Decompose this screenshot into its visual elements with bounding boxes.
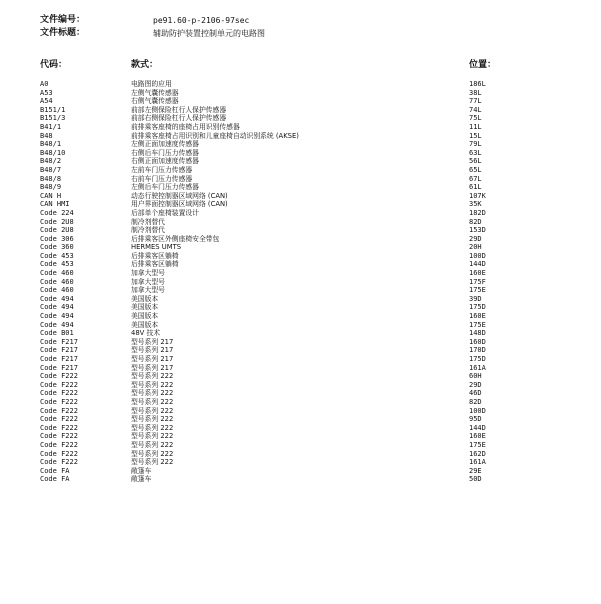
row-position: 153D (469, 226, 486, 235)
row-description: 美国版本 (131, 294, 159, 303)
table-row (40, 458, 580, 467)
table-row (40, 450, 580, 459)
row-code: Code F222 (40, 423, 78, 432)
row-code: Code B01 (40, 329, 74, 338)
row-position: 182D (469, 208, 486, 217)
row-code: B48/2 (40, 157, 62, 166)
row-position: 11L (469, 122, 482, 131)
row-code: A54 (40, 97, 53, 106)
row-code: Code 453 (40, 251, 74, 260)
table-row (40, 355, 580, 364)
row-code: A0 (40, 80, 49, 88)
row-description: 后部单个座椅装置设计 (131, 208, 199, 217)
row-position: 95D (469, 415, 482, 424)
row-position: 148D (469, 329, 486, 338)
row-code: Code F222 (40, 432, 78, 441)
row-description: 美国版本 (131, 320, 159, 329)
table-row (40, 157, 580, 166)
row-description: 型号系列 222 (131, 458, 174, 467)
row-code: CAN HMI (40, 200, 70, 209)
row-code: Code FA (40, 466, 70, 475)
row-code: B151/3 (40, 114, 66, 123)
row-position: 100D (469, 251, 486, 260)
row-description: 美国版本 (131, 312, 159, 321)
row-position: 160E (469, 432, 486, 441)
row-position: 162D (469, 449, 486, 458)
row-description: 左侧气囊传感器 (131, 88, 179, 97)
row-position: 75L (469, 114, 482, 123)
row-code: Code 453 (40, 260, 74, 269)
row-description: 型号系列 222 (131, 432, 174, 441)
document-number-value: pe91.60-p-2106-97sec (153, 16, 250, 25)
row-position: 170D (469, 346, 486, 355)
row-code: Code F222 (40, 415, 78, 424)
table-row (40, 192, 580, 201)
row-description: 加拿大型号 (131, 286, 165, 295)
document-number-label: 文件编号： (40, 15, 86, 25)
row-code: Code 306 (40, 234, 74, 243)
table-row (40, 424, 580, 433)
row-position: 100D (469, 406, 486, 415)
table-row (40, 200, 580, 209)
row-description: 加拿大型号 (131, 277, 165, 286)
row-description: 敞篷车 (131, 466, 152, 475)
row-description: 型号系列 222 (131, 380, 174, 389)
table-row (40, 80, 580, 89)
table-row (40, 389, 580, 398)
row-code: Code F222 (40, 458, 78, 467)
table-row (40, 415, 580, 424)
row-position: 175D (469, 355, 486, 363)
row-position: 29D (469, 234, 482, 243)
table-row (40, 321, 580, 330)
row-position: 82D (469, 397, 482, 406)
table-header (40, 58, 580, 72)
table-row (40, 269, 580, 278)
row-description: 后排乘客区躺椅 (131, 260, 179, 269)
table-row (40, 260, 580, 269)
row-position: 82D (469, 217, 482, 226)
row-code: Code F217 (40, 363, 78, 372)
row-position: 160E (469, 312, 486, 321)
table-row (40, 372, 580, 381)
row-description: 型号系列 222 (131, 449, 174, 458)
table-row (40, 432, 580, 441)
row-position: 175E (469, 286, 486, 295)
row-position: 144D (469, 260, 486, 269)
row-description: 型号系列 222 (131, 372, 174, 381)
row-position: 186L (469, 80, 486, 88)
row-position: 29D (469, 380, 482, 389)
table-row (40, 226, 580, 235)
table-row (40, 218, 580, 227)
row-code: Code F222 (40, 440, 78, 449)
table-row (40, 475, 580, 484)
table-row (40, 338, 580, 347)
row-code: Code 2U8 (40, 217, 74, 226)
row-description: 前部左侧保险杠行人保护传感器 (131, 105, 227, 114)
row-description: 前排乘客座椅占用识别和儿童座椅自动识别系统 (AKSE) (131, 131, 299, 140)
row-position: 175D (469, 303, 486, 312)
row-description: 型号系列 222 (131, 423, 174, 432)
row-code: B41/1 (40, 122, 62, 131)
row-code: Code 360 (40, 243, 74, 252)
table-row (40, 329, 580, 338)
row-position: 35K (469, 200, 482, 209)
row-description: 型号系列 222 (131, 406, 174, 415)
row-position: 77L (469, 97, 482, 106)
row-position: 20H (469, 243, 482, 252)
row-description: 右侧气囊传感器 (131, 97, 179, 106)
table-row (40, 252, 580, 261)
row-code: B48/9 (40, 183, 62, 192)
row-position: 67L (469, 174, 482, 183)
row-position: 15L (469, 131, 482, 140)
row-description: 左前车门压力传感器 (131, 165, 193, 174)
row-code: Code 2U8 (40, 226, 74, 235)
row-position: 50D (469, 475, 482, 484)
table-row (40, 140, 580, 149)
table-row (40, 441, 580, 450)
row-description: 用户界面控制器区域网络 (CAN) (131, 200, 228, 209)
component-table (40, 80, 580, 484)
row-code: Code F217 (40, 337, 78, 346)
row-position: 161A (469, 363, 486, 372)
row-code: CAN H (40, 191, 62, 200)
table-row (40, 243, 580, 252)
table-row (40, 97, 580, 106)
table-row (40, 175, 580, 184)
row-position: 161A (469, 458, 486, 467)
row-code: Code F222 (40, 449, 78, 458)
row-position: 79L (469, 140, 482, 149)
row-code: Code F222 (40, 406, 78, 415)
table-row (40, 346, 580, 355)
row-description: 型号系列 222 (131, 389, 174, 398)
row-position: 65L (469, 165, 482, 174)
row-description: HERMES UMTS (131, 243, 182, 252)
table-row (40, 149, 580, 158)
row-position: 175E (469, 440, 486, 449)
row-description: 型号系列 222 (131, 415, 174, 424)
row-code: Code FA (40, 475, 70, 484)
row-code: Code 494 (40, 312, 74, 321)
table-row (40, 407, 580, 416)
table-row (40, 114, 580, 123)
table-row (40, 132, 580, 141)
table-row (40, 312, 580, 321)
row-description: 后排乘客区躺椅 (131, 251, 179, 260)
table-row (40, 278, 580, 287)
row-position: 175E (469, 320, 486, 329)
table-row (40, 235, 580, 244)
table-row (40, 295, 580, 304)
row-position: 46D (469, 389, 482, 398)
row-code: B48/7 (40, 165, 62, 174)
table-row (40, 303, 580, 312)
row-code: A53 (40, 88, 53, 97)
row-description: 型号系列 217 (131, 363, 174, 372)
row-code: Code 224 (40, 208, 74, 217)
row-position: 144D (469, 423, 486, 432)
header-description: 款式： (131, 60, 159, 70)
table-row (40, 381, 580, 390)
row-description: 右侧后车门压力传感器 (131, 148, 199, 157)
table-row (40, 209, 580, 218)
row-code: Code 460 (40, 277, 74, 286)
row-code: B48/8 (40, 174, 62, 183)
row-position: 63L (469, 148, 482, 157)
table-row (40, 166, 580, 175)
row-code: Code F222 (40, 389, 78, 398)
row-position: 29E (469, 466, 482, 475)
row-description: 右前车门压力传感器 (131, 174, 193, 183)
row-description: 前排乘客座椅的座椅占用识别传感器 (131, 122, 240, 131)
table-row (40, 364, 580, 373)
table-row (40, 467, 580, 476)
row-description: 型号系列 222 (131, 440, 174, 449)
header-code: 代码： (40, 60, 68, 70)
row-position: 107K (469, 191, 486, 200)
row-position: 61L (469, 183, 482, 192)
row-description: 型号系列 217 (131, 355, 174, 363)
row-position: 160D (469, 337, 486, 346)
row-code: Code 494 (40, 294, 74, 303)
row-position: 38L (469, 88, 482, 97)
row-code: B48/1 (40, 140, 62, 149)
row-position: 74L (469, 105, 482, 114)
row-code: Code F217 (40, 355, 78, 363)
header-position: 位置： (469, 60, 497, 70)
row-description: 右侧正面加速度传感器 (131, 157, 199, 166)
row-position: 39D (469, 294, 482, 303)
row-description: 动态行驶控制器区域网络 (CAN) (131, 191, 228, 200)
document-title-label: 文件标题： (40, 28, 86, 38)
row-code: Code F222 (40, 372, 78, 381)
row-description: 左侧后车门压力传感器 (131, 183, 199, 192)
row-position: 175F (469, 277, 486, 286)
row-position: 160E (469, 269, 486, 278)
row-description: 型号系列 222 (131, 397, 174, 406)
row-code: Code F222 (40, 380, 78, 389)
row-description: 左侧正面加速度传感器 (131, 140, 199, 149)
row-description: 美国版本 (131, 303, 159, 312)
row-code: Code 460 (40, 269, 74, 278)
row-code: B48 (40, 131, 53, 140)
row-description: 敞篷车 (131, 475, 152, 484)
table-row (40, 123, 580, 132)
row-description: 型号系列 217 (131, 346, 174, 355)
row-code: Code 460 (40, 286, 74, 295)
row-description: 加拿大型号 (131, 269, 165, 278)
row-code: Code F222 (40, 397, 78, 406)
table-row (40, 286, 580, 295)
row-position: 56L (469, 157, 482, 166)
row-description: 制冷剂替代 (131, 226, 165, 235)
row-position: 60H (469, 372, 482, 381)
row-description: 电路图的应用 (131, 80, 172, 88)
row-code: Code 494 (40, 303, 74, 312)
row-code: Code F217 (40, 346, 78, 355)
row-description: 48V 技术 (131, 329, 161, 338)
table-row (40, 89, 580, 98)
row-code: B151/1 (40, 105, 66, 114)
row-description: 制冷剂替代 (131, 217, 165, 226)
table-row (40, 398, 580, 407)
document-title-value: 辅助防护装置控制单元的电路图 (153, 29, 265, 38)
row-code: Code 494 (40, 320, 74, 329)
row-description: 前部右侧保险杠行人保护传感器 (131, 114, 227, 123)
row-code: B48/10 (40, 148, 66, 157)
table-row (40, 106, 580, 115)
row-description: 型号系列 217 (131, 337, 174, 346)
table-row (40, 183, 580, 192)
row-description: 后排乘客区外侧座椅安全带包 (131, 234, 220, 243)
